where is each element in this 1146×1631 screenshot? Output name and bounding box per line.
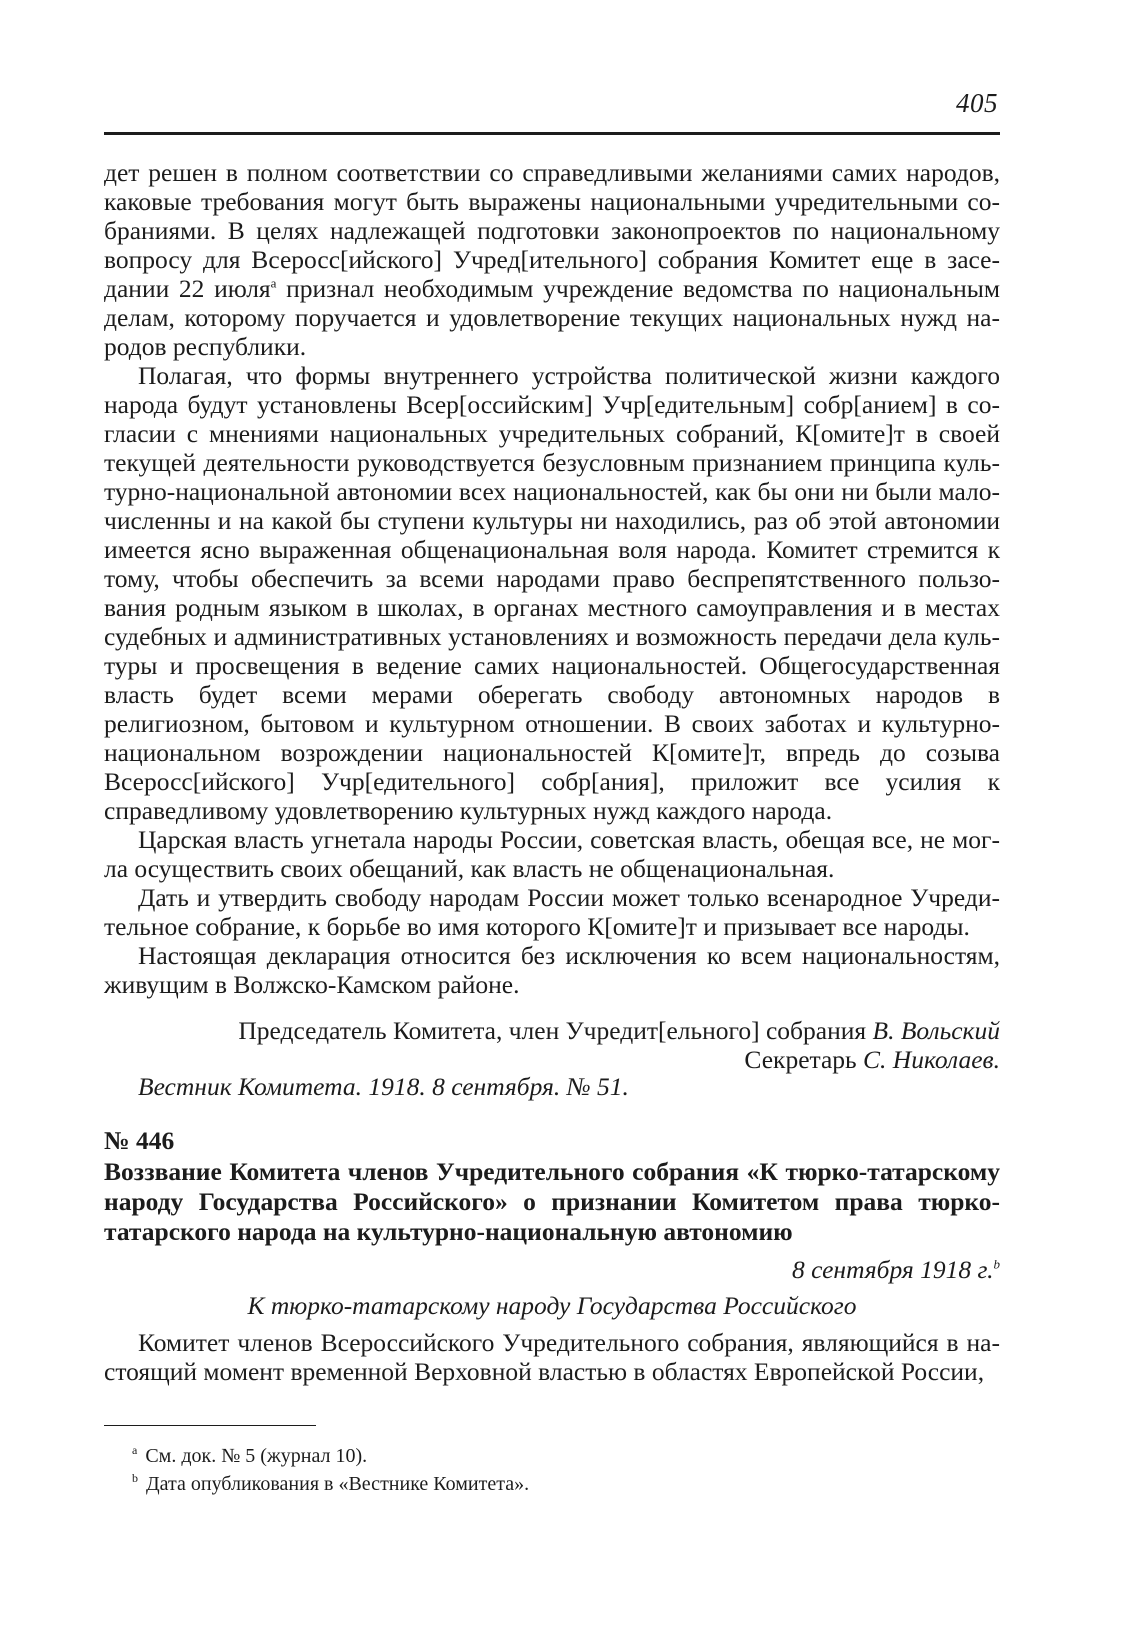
paragraph-3: Царская власть угнетала народы России, советская власть, обещая все, не могла осуществить своих обещаний, как власть не общенациональная. [104, 825, 1000, 883]
document-446 [104, 1126, 1000, 1386]
document-number: № 446 [104, 1126, 175, 1155]
footnote-b-mark: b [132, 1471, 138, 1486]
document-date [104, 1255, 1000, 1284]
document-date-text: 8 сентября 1918 г. [792, 1255, 994, 1284]
footnote-b [104, 1470, 1000, 1498]
footnote-a-mark: а [132, 1443, 138, 1458]
source-citation: Вестник Комитета. 1918. 8 сентября. № 51. [138, 1072, 629, 1101]
footnote-rule [104, 1425, 316, 1426]
footnote-a-text: См. док. № 5 (журнал 10). [145, 1445, 368, 1467]
header-rule [104, 132, 1000, 135]
footnote-a [104, 1442, 1000, 1470]
paragraph-1 [104, 158, 1000, 361]
signatures [104, 1016, 1000, 1074]
document-body: Комитет членов Всероссийского Учредительного собрания, являющийся в настоящий момент временной Верховной властью в областях Европейской России, [104, 1328, 1000, 1386]
source-citation-block [104, 1072, 1000, 1101]
chairman-title: Председатель Комитета, член Учредит[ельного] собрания [238, 1016, 873, 1045]
secretary-title: Секретарь [744, 1045, 864, 1074]
footnote-b-text: Дата опубликования в «Вестнике Комитета». [146, 1473, 530, 1495]
document-title: Воззвание Комитета членов Учредительного собрания «К тюрко-татарскому народу Государства Российского» о признании Комитетом права тюрко-татарского народа на культурно-национальную автономию [104, 1157, 1000, 1246]
secretary-name: С. Николаев. [863, 1045, 1000, 1074]
paragraph-1-part-b: признал необходимым учреждение ведомства по национальным делам, которому поручается и удовлетворение текущих национальных нужд народов республики. [104, 274, 1000, 361]
footnotes [104, 1442, 1000, 1498]
secretary-signature [104, 1045, 1000, 1074]
paragraph-2: Полагая, что формы внутреннего устройства политической жизни каждого народа будут установлены Всер[оссийским] Учр[едительным] собр[анием] в согласии с мнениями национальных учредительных собраний, К[омите]т в своей текущей деятельности руководствуется безусловным признанием принципа культурно-национальной автономии всех национальностей, как бы они ни были малочисленны и на какой бы ступени культуры ни находились, раз об этой автономии имеется ясно выраженная общенациональная воля народа. Комитет стремится к тому, чтобы обеспечить за всеми народами право беспрепятственного пользования родным языком в школах, в органах местного самоуправления и в местах судебных и административных установлениях и возможность передачи дела культуры и просвещения в ведение самих национальностей. Общегосударственная власть будет всеми мерами оберегать свободу автономных народов в религиозном, бытовом и культурном отношении. В своих заботах и культурно-национальном возрождении национальностей К[омите]т, впредь до созыва Всеросс[ийского] Учр[едительного] собр[ания], приложит все усилия к справедливому удовлетворению культурных нужд каждого народа. [104, 361, 1000, 825]
paragraph-4: Дать и утвердить свободу народам России может только всенародное Учредительное собрание, к борьбе во имя которого К[омите]т и призывает все народы. [104, 883, 1000, 941]
paragraph-5: Настоящая декларация относится без исключения ко всем национальностям, живущим в Волжско-Камском районе. [104, 941, 1000, 999]
footnote-ref-a: а [270, 275, 277, 291]
document-subheading: К тюрко-татарскому народу Государства Российского [247, 1291, 857, 1320]
page-number: 405 [956, 88, 998, 118]
chairman-name: В. Вольский [872, 1016, 1000, 1045]
chairman-signature [104, 1016, 1000, 1045]
main-text [104, 158, 1000, 999]
paragraph-1-part-a: дет решен в полном соответствии со справедливыми желаниями самих народов, каковые требования могут быть выражены национальными учредительными собраниями. В целях надлежащей подготовки законопроектов по национальному вопросу для Всеросс[ийского] Учред[ительного] собрания Комитет еще в заседании 22 июля [104, 158, 1000, 303]
footnote-ref-b: b [993, 1256, 1000, 1272]
